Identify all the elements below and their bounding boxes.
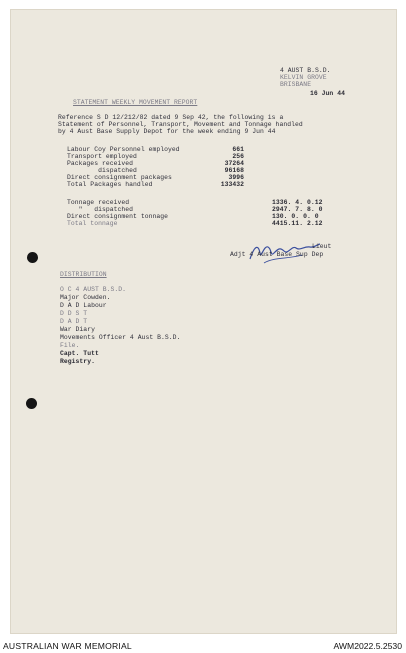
distribution-item: D A D Labour xyxy=(60,302,107,309)
stat-value: 133432 xyxy=(220,181,244,188)
signature-rank: Lieut xyxy=(312,243,332,250)
tonnage-value: 130. 0. 0. 0 xyxy=(272,213,319,220)
document-page xyxy=(10,9,397,634)
signature-appointment: Adjt 4 Aust Base Sup Dep xyxy=(230,251,324,258)
archive-footer xyxy=(0,639,406,653)
stat-value: 3996 xyxy=(228,174,244,181)
intro-line-3: by 4 Aust Base Supply Depot for the week ending 9 Jun 44 xyxy=(58,128,276,135)
distribution-handwritten-item: Capt. Tutt xyxy=(60,350,99,357)
stat-label: Direct consignment packages xyxy=(67,174,172,181)
distribution-item: Movements Officer 4 Aust B.S.D. xyxy=(60,334,181,341)
intro-line-1: Reference S D 12/212/82 dated 9 Sep 42, the following is a xyxy=(58,114,284,121)
punch-hole-top xyxy=(27,252,38,263)
tonnage-value: 2947. 7. 8. 0 xyxy=(272,206,323,213)
distribution-item: File. xyxy=(60,342,80,349)
stat-label: Labour Coy Personnel employed xyxy=(67,146,180,153)
footer-accession-number: AWM2022.5.2530 xyxy=(333,641,402,651)
stat-value: 661 xyxy=(232,146,244,153)
distribution-item: D D S T xyxy=(60,310,88,317)
header-unit: 4 AUST B.S.D. xyxy=(280,67,331,74)
distribution-item: Major Cowden. xyxy=(60,294,111,301)
distribution-item: D A D T xyxy=(60,318,88,325)
document-title: STATEMENT WEEKLY MOVEMENT REPORT xyxy=(73,99,198,106)
distribution-item: War Diary xyxy=(60,326,95,333)
stat-value: 37264 xyxy=(224,160,244,167)
distribution-handwritten-item: Registry. xyxy=(60,358,95,365)
tonnage-label: Direct consignment tonnage xyxy=(67,213,169,220)
tonnage-label: Tonnage received xyxy=(67,199,130,206)
distribution-heading: DISTRIBUTION xyxy=(60,271,107,278)
stat-value: 96168 xyxy=(224,167,244,174)
stat-label: Packages received xyxy=(67,160,134,167)
footer-source: AUSTRALIAN WAR MEMORIAL xyxy=(3,641,132,651)
stat-value: 256 xyxy=(232,153,244,160)
stat-label: Transport employed xyxy=(67,153,137,160)
stat-label: Total Packages handled xyxy=(67,181,153,188)
header-date: 16 Jun 44 xyxy=(310,90,345,97)
distribution-item: O C 4 AUST B.S.D. xyxy=(60,286,127,293)
intro-line-2: Statement of Personnel, Transport, Movement and Tonnage handled xyxy=(58,121,303,128)
tonnage-value: 4415.11. 2.12 xyxy=(272,220,323,227)
stat-label: dispatched xyxy=(67,167,137,174)
punch-hole-bottom xyxy=(26,398,37,409)
header-location-2: BRISBANE xyxy=(280,81,312,88)
tonnage-label: Total tonnage xyxy=(67,220,118,227)
tonnage-value: 1336. 4. 0.12 xyxy=(272,199,323,206)
header-location-1: KELVIN GROVE xyxy=(280,74,327,81)
tonnage-label: " dispatched xyxy=(67,206,134,213)
